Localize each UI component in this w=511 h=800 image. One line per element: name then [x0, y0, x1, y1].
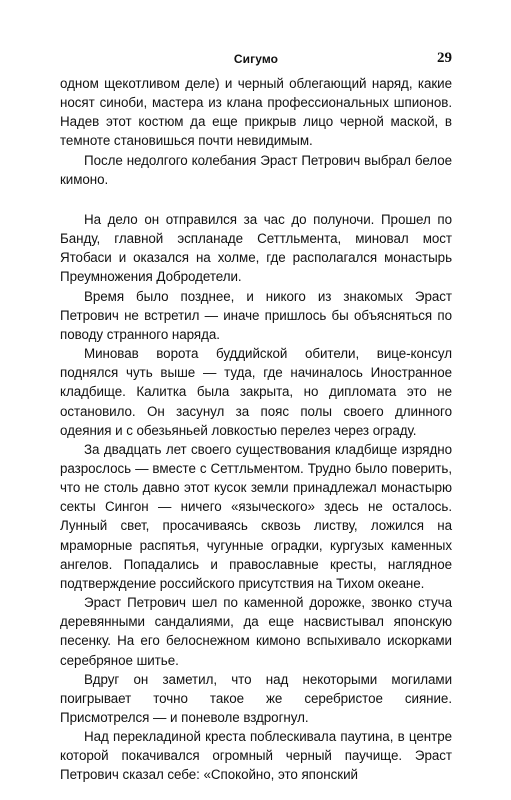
paragraph: Вдруг он заметил, что над некоторыми могилами поигрывает точно такое же серебристое сияние. Присмотрелся — и поневоле вздрогнул. — [60, 671, 452, 725]
page-number: 29 — [437, 50, 452, 66]
paragraph: Эраст Петрович шел по каменной дорожке, звонко стуча деревянными сандалиями, да еще насвистывал японскую песенку. На его белоснежном кимоно вспыхивало искорками серебряное шитье. — [60, 595, 452, 668]
paragraph: За двадцать лет своего существования кладбище изрядно разрослось — вместе с Сеттльментом. Трудно было поверить, что не столь давно этот кусок земли принадлежал монастырю секты Сингон — ничего «языческого» здесь не осталось. Лунный свет, просачиваясь сквозь листву, ложился на мраморные распятья, чугунные оградки, кургузых каменных ангелов. Попадались и православные кресты, наглядное подтверждение российского присутствия на Тихом океане. — [60, 441, 452, 591]
paragraph: Над перекладиной креста поблескивала паутина, в центре которой покачивался огромный черный паучище. Эраст Петрович сказал себе: «Спокойно, это японский — [60, 729, 452, 783]
page-header — [60, 52, 452, 72]
section-break — [60, 189, 452, 210]
paragraph: После недолгого колебания Эраст Петрович выбрал белое кимоно. — [60, 152, 452, 187]
paragraph: Время было позднее, и никого из знакомых Эраст Петрович не встретил — иначе пришлось бы объясняться по поводу странного наряда. — [60, 288, 452, 342]
paragraph: одном щекотливом деле) и черный облегающий наряд, какие носят синоби, мастера из клана профессиональных шпионов. Надев этот костюм да еще прикрыв лицо черной маской, в темноте становишься почти невидимым. — [60, 76, 452, 149]
paragraph: Миновав ворота буддийской обители, вице-консул поднялся чуть выше — туда, где начиналось Иностранное кладбище. Калитка была закрыта, но дипломата это не остановило. Он засунул за пояс полы своего длинного одеяния и с обезьяньей ловкостью перелез через ограду. — [60, 346, 452, 438]
body-text — [60, 74, 452, 785]
paragraph: На дело он отправился за час до полуночи. Прошел по Банду, главной эспланаде Сеттльмента, миновал мост Ятобаси и оказался на холме, где располагался монастырь Преумножения Добродетели. — [60, 211, 452, 285]
running-title: Сигумо — [233, 52, 279, 66]
